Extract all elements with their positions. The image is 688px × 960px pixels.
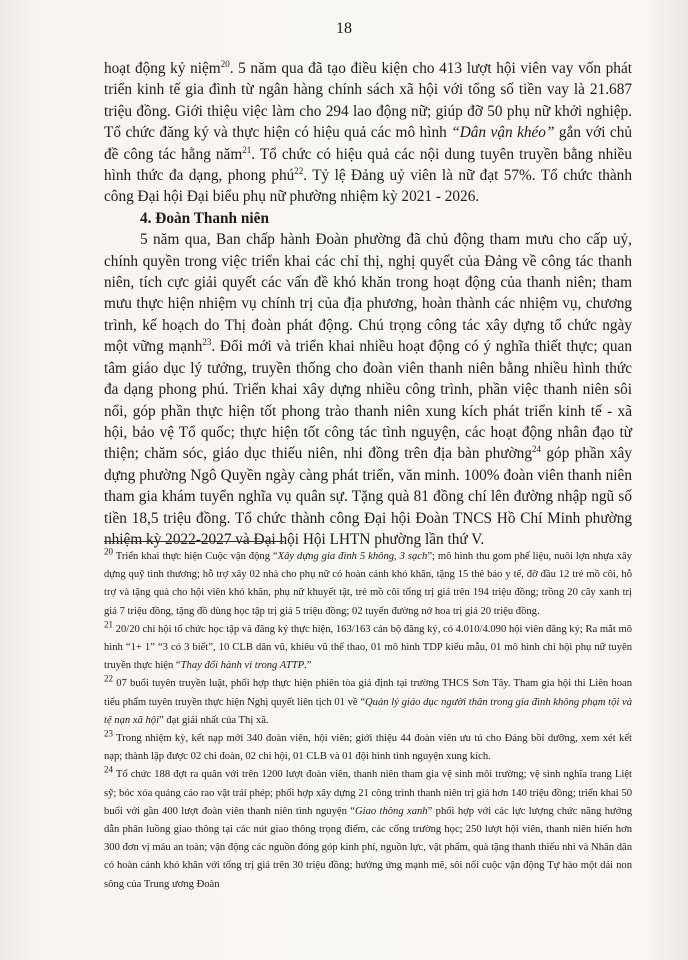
footnote-ref-22[interactable]: 22 xyxy=(294,165,304,176)
footnote-22: $^{22}$ 07 buổi tuyên truyền luật, phối hợp thực hiện phiên tòa giả định tại trường THCS Sơn Tây. Tham gia hội thi Liên hoan tiểu phẩm tuyên truyền thực hiện Nghị quyết liên tịch 01 về “Quản lý giáo dục người thân trong gia đình không phạm tội và tệ nạn xã hội” đạt giải nhất của Thị xã. xyxy=(104,673,632,726)
footnote-divider xyxy=(104,541,284,542)
footnote-ref-23[interactable]: 23 xyxy=(202,337,212,348)
paragraph-women-union: hoạt động kỷ niệm$^{20}$. 5 năm qua đã tạo điều kiện cho 413 lượt hội viên vay vốn phát triển kinh tế gia đình từ ngân hàng chính sách xã hội với tổng số tiền vay là 21.687 triệu đồng. Giới thiệu việc làm cho 294 lao động nữ; giúp đỡ 50 phụ nữ khởi nghiệp. Tổ chức đăng ký và thực hiện có hiệu quả các mô hình “Dân vận khéo” gắn với chủ đề công tác hằng năm$^{21}$. Tổ chức có hiệu quả các nội dung tuyên truyền bằng nhiều hình thức đa dạng, phong phú$^{22}$. Tỷ lệ Đảng uỷ viên là nữ đạt 57%. Tổ chức thành công Đại hội Đại biểu phụ nữ phường nhiệm kỳ 2021 - 2026. xyxy=(104,58,633,206)
footnote-21: $^{21}$ 20/20 chi hội tổ chức học tập và đăng ký thực hiện, 163/163 cán bộ đăng ký, có 4.010/4.090 hội viên đăng ký; Ra mắt mô hình “1+ 1” “3 có 3 biết”, 10 CLB dân vũ, khiêu vũ thể thao, 01 mô hình TDP kiểu mẫu, 01 mô hình chi hội phụ nữ tuyên truyền thực hiện “Thay đổi hành vi trong ATTP.” xyxy=(104,619,632,672)
footnote-ref-20[interactable]: 20 xyxy=(220,58,230,69)
section-heading: 4. Đoàn Thanh niên xyxy=(140,209,269,227)
body-text xyxy=(104,58,632,550)
footnote-ref-24[interactable]: 24 xyxy=(531,444,541,455)
italic-phrase: “Dân vận khéo” xyxy=(451,124,555,142)
page-number: 18 xyxy=(336,20,352,37)
footnote-24: $^{24}$ Tổ chức 188 đợt ra quân với trên 1200 lượt đoàn viên, thanh niên tham gia vệ sinh môi trường; vệ sinh nghĩa trang Liệt sỹ; bóc xóa quảng cáo rao vặt trái phép; phối hợp xây dựng 21 công trình thanh niên trị giá hơn 140 triệu đồng; triển khai 50 buổi với gần 400 lượt đoàn viên thanh niên tình nguyện “Giao thông xanh” phối hợp với các lực lượng chức năng hướng dẫn phân luồng giao thông tại các nút giao thông trọng điểm, các cổng trường học; 250 lượt hội viên, thanh niên hiến hơn 300 đơn vị máu an toàn; vận động các nguồn đóng góp kinh phí, nguồn lực, vật phẩm, quà tặng thanh thiếu nhi và Nhân dân có hoàn cảnh khó khăn với tổng trị giá trên 30 triệu đồng; hưởng ứng mạnh mẽ, sôi nổi cuộc vận động Tự hào một dải non sông của Trung ương Đoàn xyxy=(104,764,632,890)
footnotes xyxy=(104,548,632,894)
footnote-23: $^{23}$ Trong nhiệm kỳ, kết nạp mới 340 đoàn viên, hội viên; giới thiệu 44 đoàn viên ưu tú cho Đảng bồi dưỡng, xem xét kết nạp; thành lập được 02 chi đoàn, 02 chi hội, 01 CLB và 01 đội hình tình nguyện xung kích. xyxy=(104,728,632,763)
paragraph-youth-union: 5 năm qua, Ban chấp hành Đoàn phường đã chủ động tham mưu cho cấp uỷ, chính quyền trong việc triển khai các chỉ thị, nghị quyết của Đảng về công tác thanh niên, tích cực giải quyết các vấn đề khó khăn trong hoạt động của thanh niên; tham mưu thực hiện nhiệm vụ chính trị của địa phương, hoàn thành các nhiệm vụ, chương trình, kế hoạch do Thị đoàn phát động. Chú trọng công tác xây dựng tổ chức ngày một vững mạnh$^{23}$. Đổi mới và triển khai nhiều hoạt động có ý nghĩa thiết thực; quan tâm giáo dục lý tưởng, truyền thống cho đoàn viên thanh niên bằng nhiều hình thức đa dạng phong phú. Triển khai xây dựng nhiều công trình, phần việc thanh niên sôi nổi, góp phần thực hiện tốt phong trào thanh niên xung kích phát triển kinh tế - xã hội, bảo vệ Tổ quốc; thực hiện tốt công tác tình nguyện, các hoạt động nhân đạo từ thiện; chăm sóc, giáo dục thiếu niên, nhi đồng trên địa bàn phường$^{24}$ góp phần xây dựng phường Ngô Quyền ngày càng phát triển, văn minh. 100% đoàn viên thanh niên tham gia khám tuyển nghĩa vụ quân sự. Tặng quà 81 đồng chí lên đường nhập ngũ số tiền 18,5 triệu đồng. Tổ chức thành công Đại hội Đoàn TNCS Hồ Chí Minh phường nhiệm kỳ 2022-2027 và Đại hội Hội LHTN phường lần thứ V. xyxy=(104,231,632,548)
footnote-ref-21[interactable]: 21 xyxy=(242,144,252,155)
footnote-20: $^{20}$ Triển khai thực hiện Cuộc vận động “Xây dựng gia đình 5 không, 3 sạch”; mô hình thu gom phế liệu, nuôi lợn nhựa xây dựng quỹ tình thương; hỗ trợ xây 02 nhà cho phụ nữ có hoàn cảnh khó khăn, tặng 15 thẻ bảo y tế, đỡ đầu 12 trẻ mồ côi, hỗ trợ và tặng quà cho hội viên khó khăn, phụ nữ khuyết tật, trẻ mồ côi tổng trị giá trên 194 triệu đồng; trồng 20 cây xanh trị giá 7 triệu đồng, tặng đồ dùng học tập trị giá 5 triệu đồng; 02 tuyến đường nở hoa trị giá 20 triệu đồng. xyxy=(104,546,632,617)
